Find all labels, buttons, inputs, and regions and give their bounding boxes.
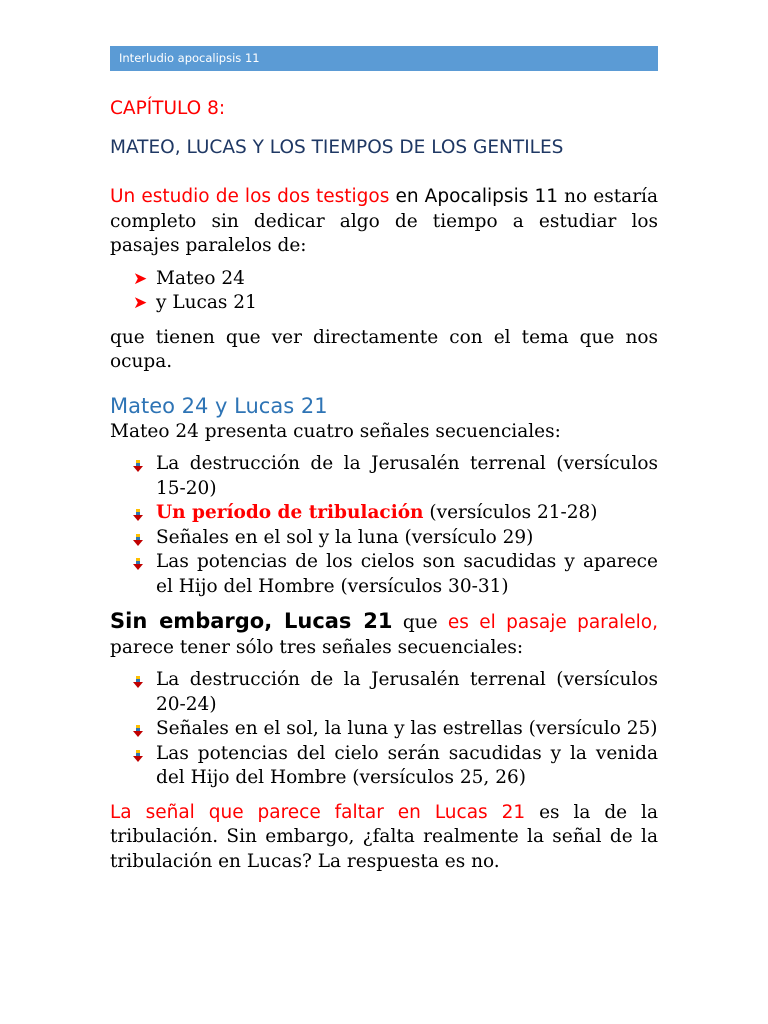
lucas-intro: Sin embargo, Lucas 21 que es el pasaje paralelo, parece tener sólo tres señales secuenciales: xyxy=(110,609,658,658)
colored-arrow-bullet-icon xyxy=(133,725,143,737)
list-item: Las potencias de los cielos son sacudidas y aparece el Hijo del Hombre (versículos 30-31) xyxy=(110,550,658,599)
header-bar xyxy=(110,46,658,71)
lucas-list xyxy=(110,668,658,791)
colored-arrow-bullet-icon xyxy=(133,750,143,762)
list-item: ➤ Mateo 24 xyxy=(110,267,658,292)
list-item: ➤ y Lucas 21 xyxy=(110,291,658,316)
intro-after: que tienen que ver directamente con el tema que nos ocupa. xyxy=(110,326,658,372)
list-item: Señales en el sol y la luna (versículo 29) xyxy=(110,526,658,551)
intro-rest: no estaría completo sin dedicar algo de tiempo a estudiar los pasajes paralelos de: xyxy=(110,186,658,256)
list-item: La destrucción de la Jerusalén terrenal (versículos 20-24) xyxy=(110,668,658,717)
intro-paragraph xyxy=(110,185,658,259)
list-item: Un período de tribulación (versículos 21-28) xyxy=(110,501,658,526)
colored-arrow-bullet-icon xyxy=(133,509,143,521)
colored-arrow-bullet-icon xyxy=(133,534,143,546)
colored-arrow-bullet-icon xyxy=(133,676,143,688)
mateo-intro: Mateo 24 presenta cuatro señales secuenciales: xyxy=(110,420,561,442)
final-paragraph: La señal que parece faltar en Lucas 21 es la de la tribulación. Sin embargo, ¿falta realmente la señal de la tribulación en Lucas? La respuesta es no. xyxy=(110,801,658,872)
lucas-red: es el pasaje paralelo, xyxy=(447,612,658,633)
intro-sans-part: en Apocalipsis 11 xyxy=(389,186,559,207)
colored-arrow-bullet-icon xyxy=(133,558,143,570)
arrow-bullet-icon: ➤ xyxy=(133,293,148,313)
section-heading: Mateo 24 y Lucas 21 xyxy=(110,393,328,418)
chapter-label: CAPÍTULO 8: xyxy=(110,98,226,119)
list-item: La destrucción de la Jerusalén terrenal (versículos 15-20) xyxy=(110,452,658,501)
intro-list xyxy=(110,267,658,316)
document-content xyxy=(110,96,658,874)
chapter-subtitle: MATEO, LUCAS Y LOS TIEMPOS DE LOS GENTILES xyxy=(110,137,564,158)
lucas-bold: Sin embargo, Lucas 21 xyxy=(110,609,393,633)
colored-arrow-bullet-icon xyxy=(133,460,143,472)
header-title: Interludio apocalipsis 11 xyxy=(119,51,260,65)
list-item: Las potencias del cielo serán sacudidas y la venida del Hijo del Hombre (versículos 25, 26) xyxy=(110,742,658,791)
list-item: Señales en el sol, la luna y las estrellas (versículo 25) xyxy=(110,717,658,742)
mateo-list xyxy=(110,452,658,599)
final-red: La señal que parece faltar en Lucas 21 xyxy=(110,801,526,823)
intro-red-lead: Un estudio de los dos testigos xyxy=(110,186,390,207)
arrow-bullet-icon: ➤ xyxy=(133,268,148,289)
